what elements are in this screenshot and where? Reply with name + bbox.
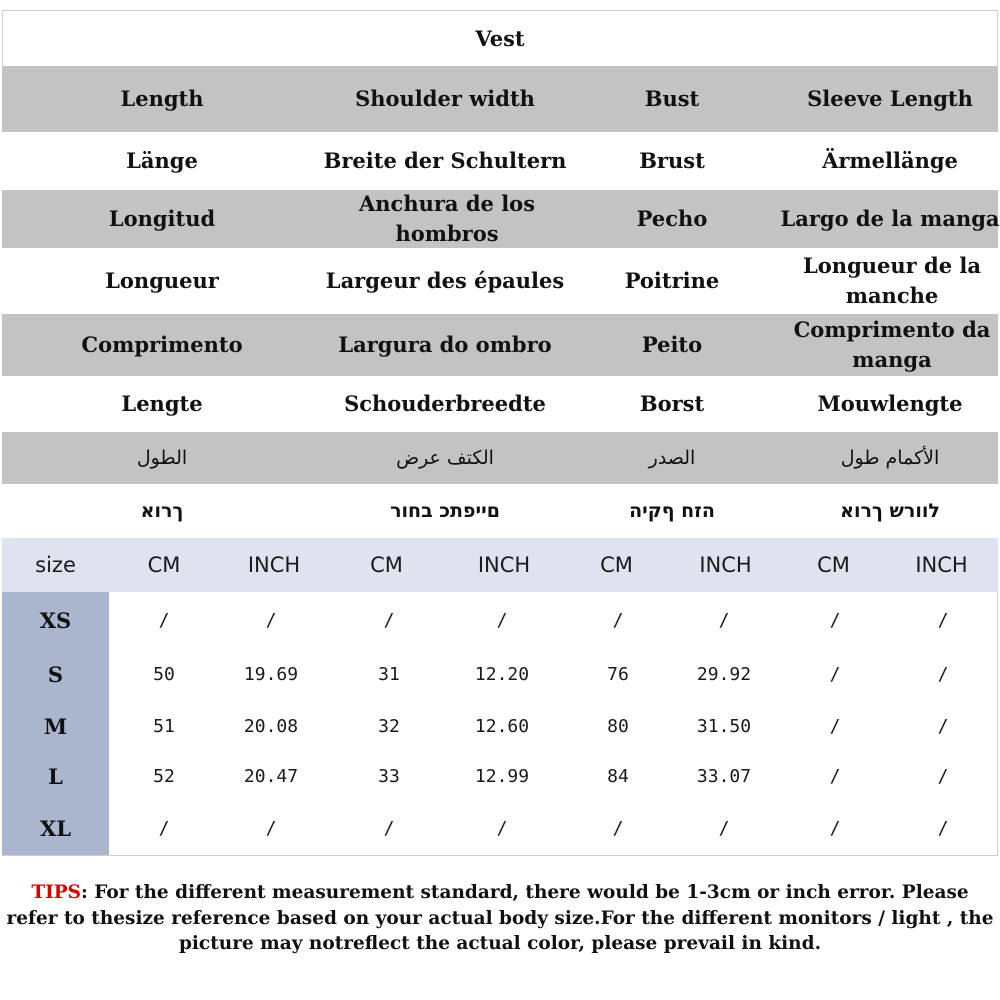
header-length: Lengte xyxy=(121,391,203,416)
size-label-xl: XL xyxy=(39,815,72,841)
cell-length-inch: 19.69 xyxy=(243,663,299,685)
header-row-portuguese xyxy=(2,314,998,376)
cell-shoulder-inch: 12.60 xyxy=(474,715,530,737)
cell-bust-cm: 76 xyxy=(607,663,629,685)
header-row-spanish xyxy=(2,190,998,248)
cell-bust-inch: 29.92 xyxy=(696,663,752,685)
cell-shoulder-cm: / xyxy=(383,817,395,839)
cell-bust-cm: 84 xyxy=(607,765,629,787)
size-label-m: M xyxy=(43,713,68,739)
cell-shoulder-cm: 32 xyxy=(378,715,400,737)
chart-title: Vest xyxy=(475,25,525,51)
unit-sleeve-cm: CM xyxy=(817,553,850,577)
header-bust: الصدر xyxy=(648,447,696,469)
cell-length-cm: / xyxy=(158,609,170,631)
header-sleeve: לוורש ךרוא xyxy=(840,500,940,522)
header-sleeve: الأكمام طول xyxy=(840,447,940,469)
cell-sleeve-inch: / xyxy=(937,817,949,839)
cell-length-cm: 51 xyxy=(153,715,175,737)
header-shoulder: Largeur des épaules xyxy=(325,268,565,293)
cell-sleeve-inch: / xyxy=(937,715,949,737)
cell-sleeve-cm: / xyxy=(829,663,841,685)
header-bust: Poitrine xyxy=(624,268,720,293)
tips-text: : For the different measurement standard, there would be 1-3cm or inch error. Please refer to thesize reference based on your actual body size.For the different monitors / light , the picture may notreflect the actual color, please prevail in kind. xyxy=(6,882,994,954)
cell-shoulder-inch: 12.20 xyxy=(474,663,530,685)
unit-shoulder-cm: CM xyxy=(370,553,403,577)
cell-sleeve-cm: / xyxy=(829,817,841,839)
cell-shoulder-inch: / xyxy=(496,817,508,839)
cell-shoulder-inch: 12.99 xyxy=(474,765,530,787)
header-shoulder: الكتف عرض xyxy=(396,447,494,469)
header-sleeve: Ärmellänge xyxy=(822,148,958,173)
header-shoulder: Largura do ombro xyxy=(338,332,552,357)
header-bust: Borst xyxy=(639,391,705,416)
header-bust: Pecho xyxy=(636,206,708,231)
size-label-s: S xyxy=(47,661,64,687)
tips-note xyxy=(6,880,994,957)
cell-shoulder-cm: / xyxy=(383,609,395,631)
header-row-english xyxy=(2,66,998,132)
cell-shoulder-cm: 31 xyxy=(378,663,400,685)
cell-length-cm: 52 xyxy=(153,765,175,787)
header-bust: Bust xyxy=(644,86,700,111)
header-sleeve: Mouwlengte xyxy=(817,391,963,416)
header-shoulder: Shoulder width xyxy=(355,86,535,111)
cell-length-inch: / xyxy=(265,817,277,839)
size-label-xs: XS xyxy=(39,607,72,633)
cell-shoulder-inch: / xyxy=(496,609,508,631)
cell-sleeve-inch: / xyxy=(937,765,949,787)
header-shoulder: Schouderbreedte xyxy=(344,391,546,416)
header-row-german xyxy=(2,132,998,190)
header-bust: Peito xyxy=(641,332,703,357)
header-shoulder: Breite der Schultern xyxy=(323,148,567,173)
cell-sleeve-cm: / xyxy=(829,765,841,787)
cell-bust-inch: 31.50 xyxy=(696,715,752,737)
header-row-french xyxy=(2,248,998,314)
unit-header-row xyxy=(2,538,998,592)
cell-bust-cm: / xyxy=(612,817,624,839)
header-length: Länge xyxy=(126,148,198,173)
unit-bust-cm: CM xyxy=(600,553,633,577)
unit-size: size xyxy=(35,553,76,577)
cell-length-cm: 50 xyxy=(153,663,175,685)
cell-length-cm: / xyxy=(158,817,170,839)
cell-sleeve-inch: / xyxy=(937,663,949,685)
header-shoulder: םייפתכ בחור xyxy=(390,500,500,522)
header-row-dutch xyxy=(2,376,998,432)
header-length: ךרוא xyxy=(140,500,184,522)
header-length: Comprimento xyxy=(81,332,243,357)
header-length: الطول xyxy=(136,447,188,469)
cell-bust-cm: / xyxy=(612,609,624,631)
cell-shoulder-cm: 33 xyxy=(378,765,400,787)
tips-label: TIPS xyxy=(31,882,82,903)
cell-bust-inch: 33.07 xyxy=(696,765,752,787)
header-bust: Brust xyxy=(639,148,705,173)
header-bust: הזח ףקיה xyxy=(629,500,715,522)
cell-length-inch: / xyxy=(265,609,277,631)
unit-bust-inch: INCH xyxy=(699,553,752,577)
header-length: Length xyxy=(120,86,204,111)
unit-sleeve-inch: INCH xyxy=(915,553,968,577)
unit-length-cm: CM xyxy=(147,553,181,577)
header-row-hebrew xyxy=(2,484,998,538)
cell-sleeve-cm: / xyxy=(829,715,841,737)
cell-length-inch: 20.47 xyxy=(243,765,299,787)
cell-bust-cm: 80 xyxy=(607,715,629,737)
cell-sleeve-inch: / xyxy=(937,609,949,631)
header-sleeve: Longueur de la manche xyxy=(803,253,981,308)
unit-length-inch: INCH xyxy=(247,553,301,577)
cell-bust-inch: / xyxy=(718,817,730,839)
header-length: Longitud xyxy=(108,206,216,231)
header-length: Longueur xyxy=(105,268,219,293)
header-shoulder: Anchura de los hombros xyxy=(358,191,536,246)
header-sleeve: Comprimento da manga xyxy=(793,317,991,372)
header-sleeve: Sleeve Length xyxy=(807,86,973,111)
cell-bust-inch: / xyxy=(718,609,730,631)
cell-length-inch: 20.08 xyxy=(243,715,299,737)
header-sleeve: Largo de la manga xyxy=(780,206,1000,231)
cell-sleeve-cm: / xyxy=(829,609,841,631)
unit-shoulder-inch: INCH xyxy=(477,553,531,577)
size-label-l: L xyxy=(48,763,63,789)
header-row-arabic xyxy=(2,432,998,484)
